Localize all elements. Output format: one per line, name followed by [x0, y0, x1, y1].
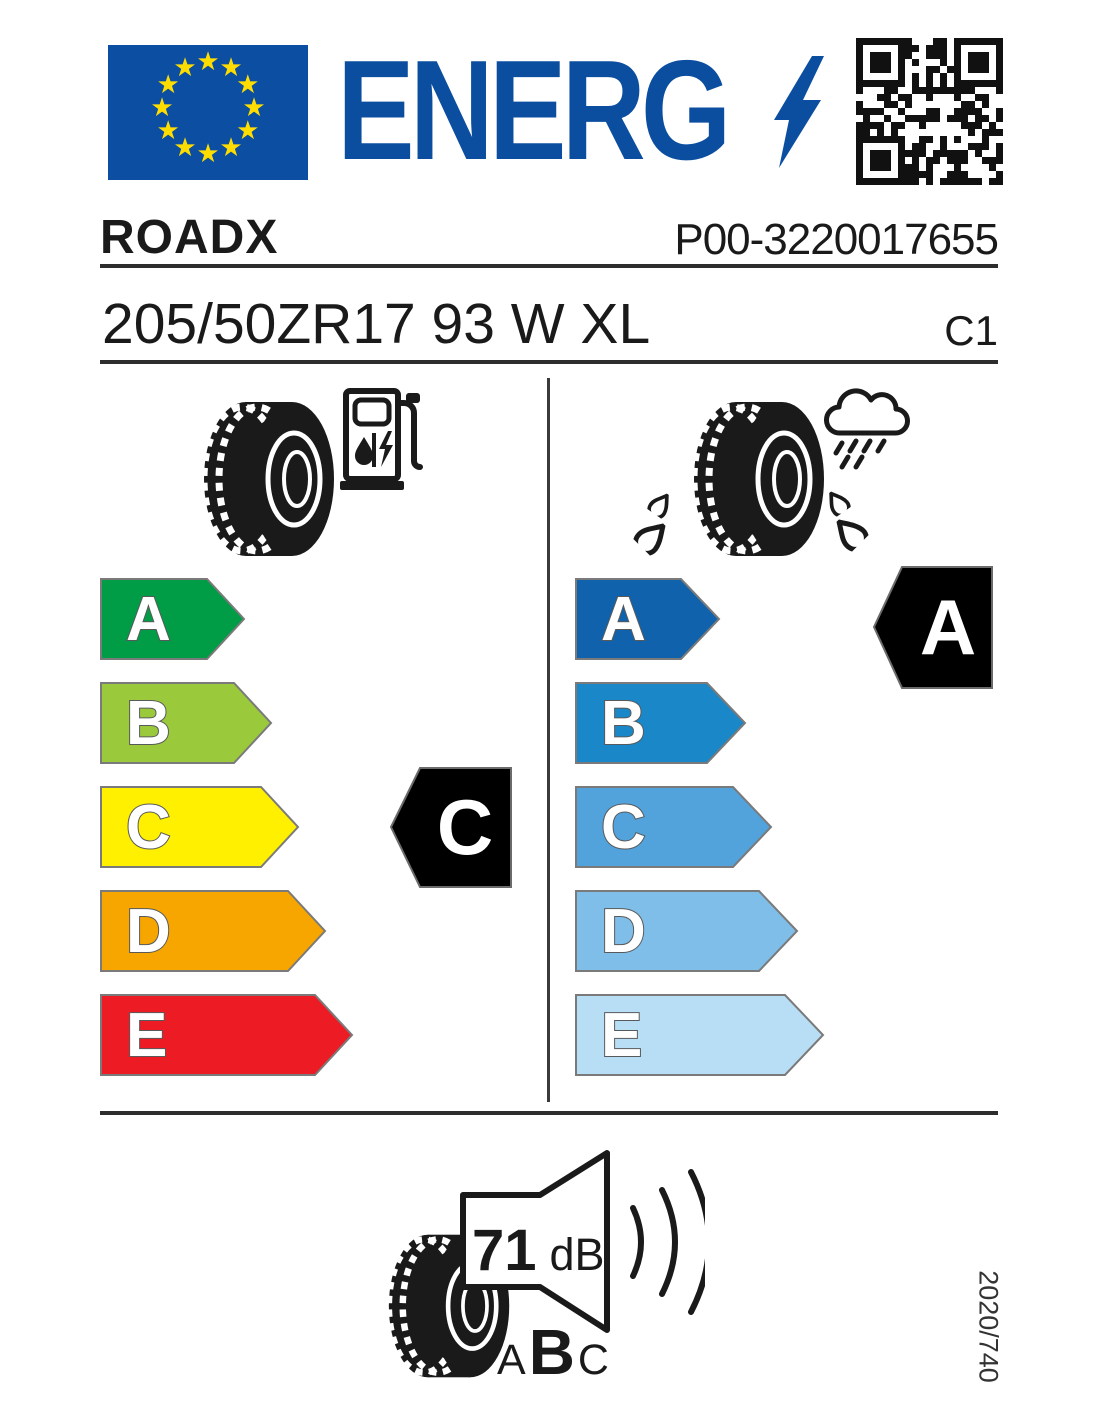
wet-rating-badge	[872, 565, 994, 690]
star-icon: ★	[236, 69, 260, 99]
star-icon: ★	[196, 138, 220, 168]
wet-rating-letter: A	[919, 583, 977, 671]
fuel-rating-letter: C	[436, 783, 494, 871]
wet-grade-D	[575, 890, 799, 972]
star-icon: ★	[219, 52, 243, 83]
noise-value: 71	[472, 1218, 537, 1283]
noise-class-letter-B: B	[528, 1316, 575, 1388]
star-icon: ★	[150, 92, 174, 122]
brand-name: ROADX	[100, 211, 279, 264]
grade-letter: E	[126, 1001, 168, 1070]
tyre-size: 205/50ZR17 93 W XL	[102, 292, 651, 356]
water-splash-icon	[631, 514, 675, 558]
fuel-pump-icon	[340, 381, 425, 493]
column-divider	[547, 378, 550, 1102]
grade-letter: D	[601, 897, 646, 966]
noise-class-letter-C: C	[577, 1336, 609, 1384]
divider-rule-bottom	[100, 1111, 998, 1115]
fuel-grade-A	[100, 578, 246, 660]
wet-grade-C	[575, 786, 773, 868]
grade-letter: B	[601, 689, 646, 758]
star-icon: ★	[156, 69, 180, 99]
star-icon: ★	[173, 52, 197, 83]
grade-letter: B	[126, 689, 171, 758]
fuel-grade-B	[100, 682, 273, 764]
grade-letter: C	[126, 793, 171, 862]
noise-level	[472, 1218, 605, 1283]
wet-tyre-icon	[692, 398, 827, 560]
article-code: P00-3220017655	[674, 215, 998, 264]
star-icon: ★	[156, 115, 180, 145]
noise-unit: dB	[549, 1229, 605, 1280]
fuel-efficiency-scale	[100, 578, 500, 1278]
noise-class-letter-A: A	[497, 1336, 526, 1384]
sound-waves-icon	[633, 1172, 705, 1312]
star-icon: ★	[219, 131, 243, 162]
grade-letter: C	[601, 793, 646, 862]
grade-arrow	[575, 578, 721, 660]
energy-logo-text: ENERG	[337, 31, 727, 190]
grade-letter: A	[126, 585, 171, 654]
water-splash-icon	[645, 488, 677, 520]
star-icon: ★	[173, 131, 197, 162]
grade-letter: E	[601, 1001, 643, 1070]
star-icon: ★	[242, 92, 266, 122]
fuel-grade-D	[100, 890, 327, 972]
fuel-grade-C	[100, 786, 300, 868]
wet-grade-A	[575, 578, 721, 660]
fuel-grade-E	[100, 994, 354, 1076]
regulation-number: 2020/740	[973, 1270, 1004, 1383]
wet-grade-B	[575, 682, 747, 764]
divider-rule-top	[100, 264, 998, 268]
grade-letter: A	[601, 585, 646, 654]
wet-grade-E	[575, 994, 825, 1076]
tyre-class: C1	[944, 307, 998, 354]
fuel-rating-badge	[389, 766, 513, 889]
star-icon: ★	[236, 115, 260, 145]
lightning-bolt-icon	[772, 56, 834, 168]
star-icon: ★	[196, 46, 220, 76]
eu-flag	[108, 45, 308, 180]
divider-rule-middle	[100, 360, 998, 364]
noise-class-letters	[497, 1314, 609, 1388]
fuel-tyre-icon	[202, 398, 337, 560]
grade-letter: D	[126, 897, 171, 966]
qr-code-icon	[850, 32, 1010, 192]
grade-arrow	[100, 578, 246, 660]
rain-cloud-icon	[812, 381, 912, 476]
